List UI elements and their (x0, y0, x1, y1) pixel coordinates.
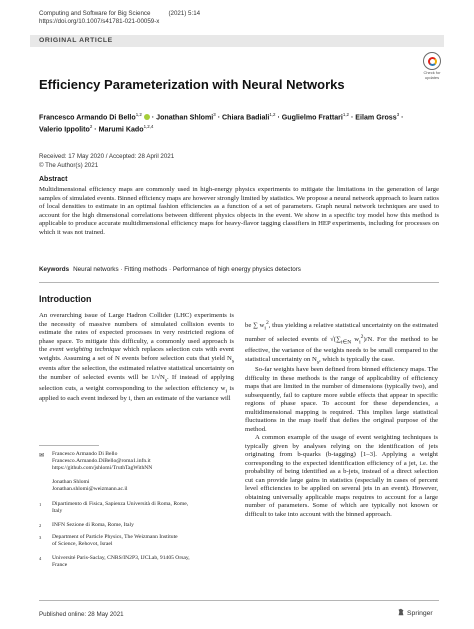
intro-paragraph: An overarching issue of Large Hadron Collider (LHC) experiments is the necessity of massive numbers of simulated collision events to estimate the rates of expected processes in very restricted regions of phase space. To mitigate this difficulty, a commonly used approach is the event weighting technique which replaces selection cuts with event weights. Assuming a set of N events before selection cuts that yield $N_s$ events after the selection, the estimated relative statistical uncertainty on the number of selected events will be $1/√N_s$. If instead of applying selection cuts, a weight corresponding to the selection efficiency $w_i$ is applied to each event indexed by i, then an estimate of the variance will (39, 312, 234, 403)
affiliation: 2 INFN Sezione di Roma, Rome, Italy (39, 522, 134, 528)
intro-paragraph: be ∑ $w_i^2$, thus yielding a relative statistical uncertainty on the estimated number of selected events of $√(\sum_{i\in N}$ $w_i^2)/N$. For the method to be effective, the variance of the weights needs to be small compared to the statistical uncertainty on $N_s$, which is typically the case. (245, 320, 439, 365)
intro-column-right (245, 319, 438, 519)
crossmark-icon (423, 52, 441, 70)
corr-email[interactable]: Francesco.Armando.DiBello@roma1.infn.it (52, 458, 151, 464)
section-divider (39, 282, 439, 283)
affiliation: 4 Université Paris-Saclay, CNRS/IN2P3, IJCLab, 91405 Orsay, France (39, 555, 190, 568)
author-list (39, 110, 439, 135)
intro-column-left (39, 312, 234, 404)
author-name: Chiara Badiali (222, 113, 270, 122)
doi-link[interactable]: https://doi.org/10.1007/s41781-021-00059-x (39, 18, 160, 25)
keywords-text: Neural networks · Fitting methods · Performance of high energy physics detectors (73, 266, 301, 273)
article-dates (39, 152, 174, 170)
orcid-icon[interactable] (144, 114, 150, 120)
intro-heading: Introduction (39, 294, 92, 304)
paper-title: Efficiency Parameterization with Neural Networks (39, 77, 345, 92)
publisher-name: Springer (407, 610, 433, 617)
author-name: Guglielmo Frattari (281, 113, 343, 122)
affiliation: 3 Department of Particle Physics, The Weizmann Institute of Science, Rehovot, Israel (39, 534, 178, 547)
abstract-heading: Abstract (39, 176, 68, 183)
correspondence (39, 451, 234, 493)
intro-paragraph: A common example of the usage of event weighting techniques is typically given by analyses relying on the identification of jets originating from b-quarks (b-tagging) [1–3]. Applying a weight corresponding to the expected identification efficiency of a jet, i.e. the probability of being identified as a b-jets, instead of a direct selection cut can provide large gains in statistics (especially in cases of percent level efficiencies to be applied on several jets in an event). However, obtaining universally applicable maps requires to account for a large number of parameters. Some of which are typically not known or difficult to take into account with the binned approach. (245, 434, 438, 518)
footer-divider (39, 600, 439, 601)
envelope-icon: ✉ (39, 452, 45, 459)
author-name: Valerio Ippolito (39, 125, 90, 134)
author-name: Francesco Armando Di Bello (39, 113, 136, 122)
crossmark-badge[interactable] (420, 52, 444, 80)
author-name: Eilam Gross (355, 113, 397, 122)
keywords (39, 266, 301, 273)
author-line-2: Valerio Ippolito$^2$ · Marumi Kado$^{1,2,4}$ (39, 124, 154, 134)
footnote-divider (39, 445, 99, 446)
corr-author-name: Francesco Armando Di Bello (52, 451, 118, 457)
corr-author-name: Jonathan Shlomi (52, 479, 90, 485)
published-date: Published online: 28 May 2021 (39, 611, 124, 618)
affiliation: 1 Dipartimento di Fisica, Sapienza Università di Roma, Rome, Italy (39, 501, 189, 514)
intro-paragraph: So-far weights have been defined from binned efficiency maps. The difficulty in these methods is the range of applicability of efficiency maps that are limited in the number of dimensions (typically two), and subsequently, fail to capture more subtle effects that appear in specific regions of phase space. To account for these dependencies, a multidimensional mapping is required. This implies large statistical fluctuations in the map itself that defies the original purpose of the method. (245, 366, 438, 433)
author-line-1: Francesco Armando Di Bello$^{1,2}$ · Jonathan Shlomi$^3$ · Chiara Badiali$^{1,2}$ · Guglielmo Frattari$^{1,2}$ · Eilam Gross$^3$ · (39, 112, 404, 122)
received-accepted: Received: 17 May 2020 / Accepted: 28 April 2021 (39, 153, 175, 160)
journal-name: Computing and Software for Big Science (39, 10, 151, 17)
author-name: Marumi Kado (98, 125, 144, 134)
journal-header (39, 10, 200, 26)
author-name: Jonathan Shlomi (156, 113, 214, 122)
copyright: © The Author(s) 2021 (39, 162, 99, 169)
crossmark-label: Check for updates (423, 70, 441, 80)
article-type-band (30, 35, 444, 47)
springer-horse-icon (397, 608, 405, 616)
corr-email[interactable]: Jonathan.shlomi@weizmann.ac.il (52, 486, 128, 492)
abstract-text: Multidimensional efficiency maps are commonly used in high-energy physics experiments to mitigate the limitations in the generation of large samples of simulated events. Binned efficiency maps are however strongly limited by statistics. We propose a neural network approach to learn ratios of local densities to estimate in an optimal fashion efficiencies as a function of a set of parameters. Graph neural network techniques are used to account for the high dimensional correlations between different physics objects in the event. We show in a specific toy model how this method is applicable to produce accurate multidimensional efficiency maps for heavy-flavor tagging classifiers in HEP experiments, including for processes on which it was not trained. (39, 186, 439, 236)
article-type: ORIGINAL ARTICLE (39, 37, 113, 44)
keywords-label: Keywords (39, 266, 70, 273)
corr-url[interactable]: https://github.com/jshlomi/TruthTagWithNN (52, 465, 153, 471)
journal-issue: (2021) 5:14 (168, 10, 201, 17)
publisher-logo (397, 608, 433, 617)
